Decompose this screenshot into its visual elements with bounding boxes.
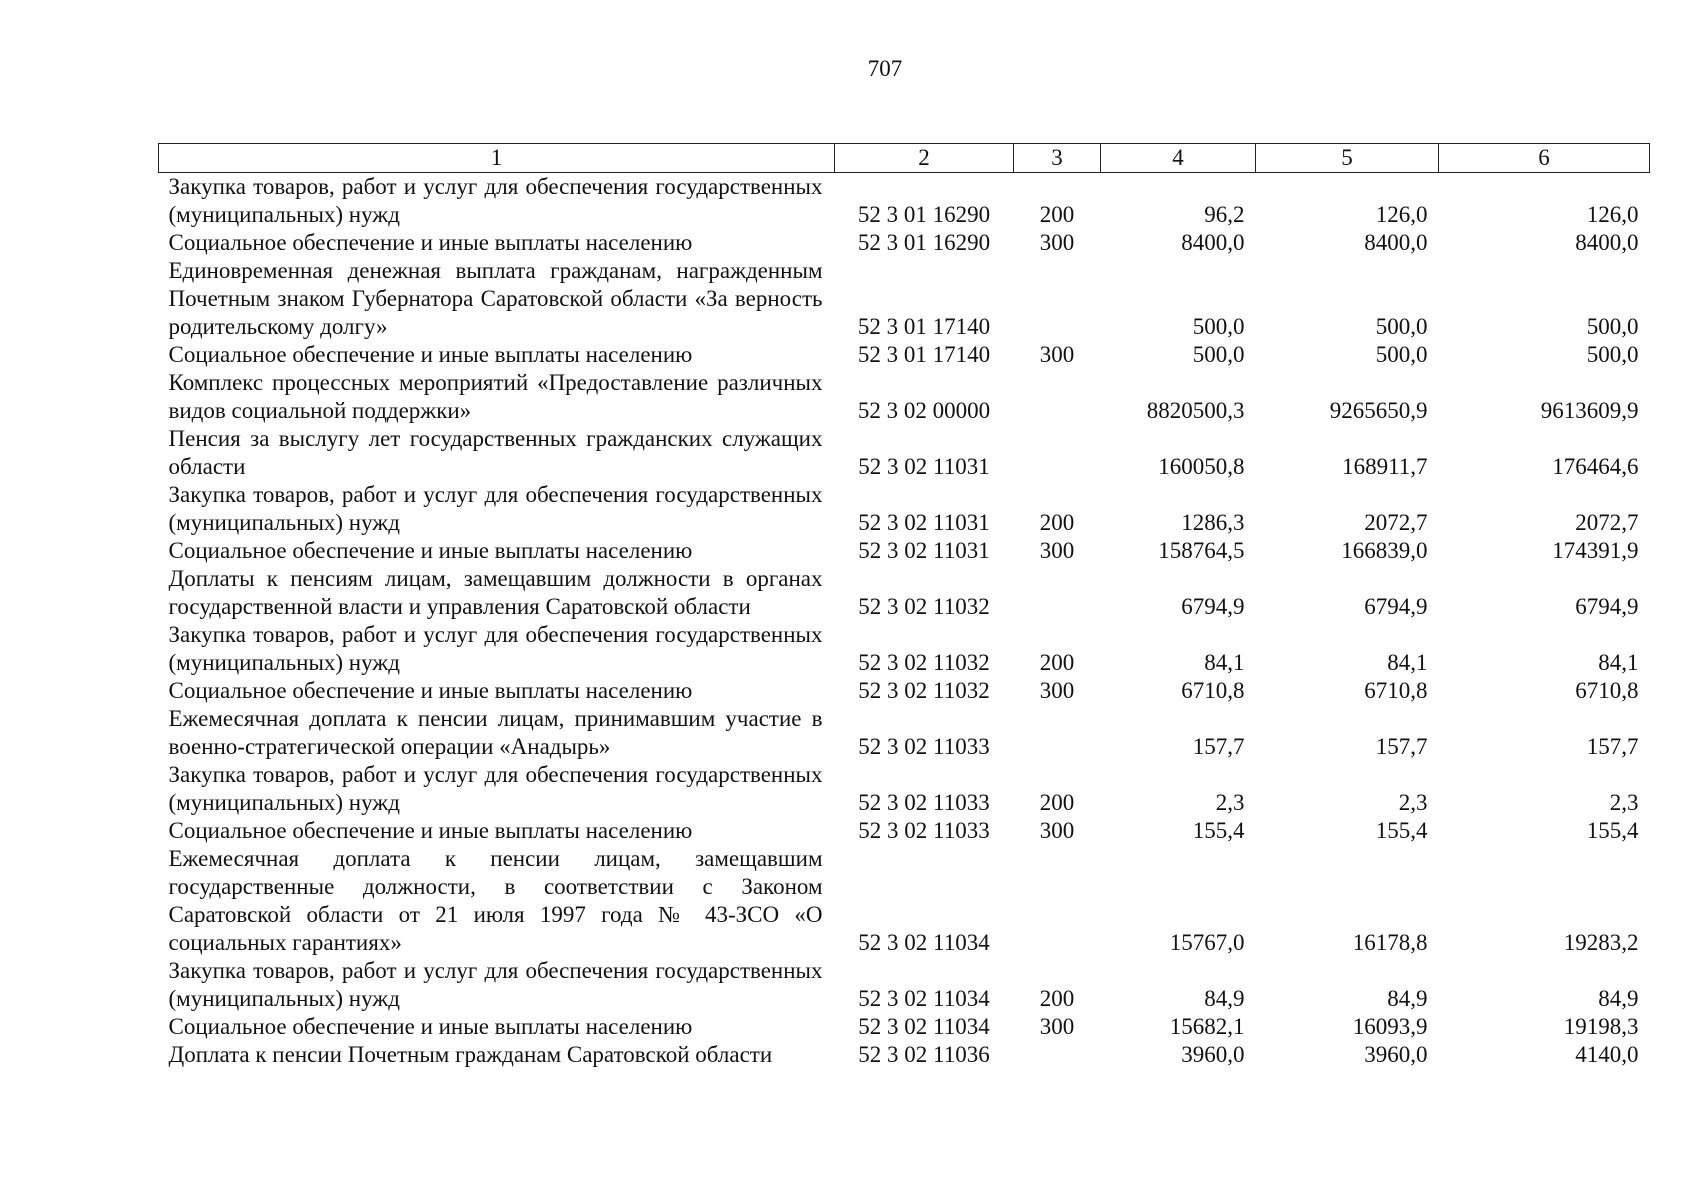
row-value-col4-cell: 1286,3	[1181, 510, 1245, 535]
column-header-4: 4	[1101, 144, 1256, 173]
row-name-cell: Закупка товаров, работ и услуг для обеспечения государственных (муниципальных) нужд	[168, 762, 823, 815]
row-expense-type-cell: 300	[1039, 230, 1075, 255]
row-value-col4-cell: 15767,0	[1169, 930, 1245, 955]
row-code-cell: 52 3 02 11032	[858, 650, 990, 675]
row-expense-type-cell: 300	[1039, 678, 1075, 703]
row-value-col6-cell: 84,1	[1598, 650, 1639, 675]
row-value-col6-cell: 6710,8	[1575, 678, 1639, 703]
table-row	[159, 1041, 1650, 1069]
row-value-col4-cell: 3960,0	[1181, 1042, 1245, 1067]
table-row	[159, 173, 1650, 230]
row-value-col4-cell: 500,0	[1192, 342, 1245, 367]
row-code-cell: 52 3 01 17140	[857, 314, 991, 339]
row-value-col6-cell: 8400,0	[1575, 230, 1639, 255]
row-value-col5-cell: 6794,9	[1364, 594, 1428, 619]
row-name-cell: Социальное обеспечение и иные выплаты населению	[168, 678, 693, 703]
table-body	[159, 173, 1650, 1070]
page-number: 707	[867, 56, 903, 81]
table-row	[159, 957, 1650, 1013]
row-value-col5-cell: 168911,7	[1342, 454, 1428, 479]
row-expense-type-cell	[1014, 1041, 1101, 1069]
table-row	[159, 761, 1650, 817]
row-code-cell: 52 3 01 16290	[857, 230, 991, 255]
row-value-col4-cell: 84,9	[1204, 986, 1245, 1011]
row-name-cell: Закупка товаров, работ и услуг для обеспечения государственных (муниципальных) нужд	[168, 622, 823, 675]
row-value-col5-cell: 8400,0	[1364, 230, 1428, 255]
row-value-col5-cell: 3960,0	[1364, 1042, 1428, 1067]
row-value-col6-cell: 500,0	[1586, 314, 1639, 339]
row-value-col5-cell: 166839,0	[1341, 538, 1428, 563]
row-value-col5-cell: 16093,9	[1352, 1014, 1428, 1039]
row-code-cell: 52 3 02 11032	[858, 678, 990, 703]
row-code-cell: 52 3 02 11032	[858, 594, 990, 619]
row-value-col5-cell: 16178,8	[1352, 930, 1428, 955]
row-value-col6-cell: 9613609,9	[1540, 398, 1639, 423]
table-row	[159, 621, 1650, 677]
table-row	[159, 481, 1650, 537]
table-row	[159, 229, 1650, 257]
row-expense-type-cell	[1014, 845, 1101, 957]
row-value-col6-cell: 157,7	[1586, 734, 1639, 759]
row-name-cell: Закупка товаров, работ и услуг для обеспечения государственных (муниципальных) нужд	[168, 174, 823, 227]
row-value-col4-cell: 8400,0	[1181, 230, 1245, 255]
column-header-1: 1	[159, 144, 835, 173]
row-name-cell: Комплекс процессных мероприятий «Предоставление различных видов социальной поддержки»	[168, 370, 823, 423]
row-value-col5-cell: 500,0	[1375, 314, 1428, 339]
row-name-cell: Доплаты к пенсиям лицам, замещавшим должности в органах государственной власти и управления Саратовской области	[168, 566, 823, 619]
row-expense-type-cell: 300	[1039, 538, 1075, 563]
table-row	[159, 677, 1650, 705]
row-value-col4-cell: 84,1	[1204, 650, 1245, 675]
row-value-col6-cell: 2072,7	[1575, 510, 1639, 535]
table-row	[159, 817, 1650, 845]
column-header-3: 3	[1014, 144, 1101, 173]
row-code-cell: 52 3 02 11031	[858, 538, 990, 563]
row-expense-type-cell: 200	[1039, 202, 1075, 227]
row-value-col5-cell: 2,3	[1398, 790, 1428, 815]
row-value-col6-cell: 19198,3	[1563, 1014, 1639, 1039]
row-value-col4-cell: 2,3	[1215, 790, 1245, 815]
row-name-cell: Социальное обеспечение и иные выплаты населению	[168, 342, 693, 367]
row-value-col4-cell: 160050,8	[1158, 454, 1245, 479]
row-expense-type-cell: 200	[1039, 650, 1075, 675]
row-code-cell: 52 3 02 00000	[857, 398, 991, 423]
row-value-col4-cell: 6794,9	[1181, 594, 1245, 619]
row-expense-type-cell: 200	[1039, 790, 1075, 815]
row-code-cell: 52 3 02 11033	[858, 790, 990, 815]
row-code-cell: 52 3 01 17140	[857, 342, 991, 367]
row-value-col5-cell: 500,0	[1375, 342, 1428, 367]
budget-table	[158, 143, 1650, 1069]
row-value-col6-cell: 176464,6	[1552, 454, 1639, 479]
row-name-cell: Доплата к пенсии Почетным гражданам Саратовской области	[168, 1042, 773, 1067]
row-value-col4-cell: 155,4	[1192, 818, 1245, 843]
row-value-col5-cell: 6710,8	[1364, 678, 1428, 703]
table-row	[159, 369, 1650, 425]
row-code-cell: 52 3 02 11036	[858, 1042, 990, 1067]
row-value-col4-cell: 6710,8	[1181, 678, 1245, 703]
table-row	[159, 257, 1650, 341]
row-value-col6-cell: 6794,9	[1575, 594, 1639, 619]
row-code-cell: 52 3 02 11034	[858, 986, 990, 1011]
row-code-cell: 52 3 01 16290	[857, 202, 991, 227]
row-code-cell: 52 3 02 11031	[858, 454, 990, 479]
row-name-cell: Единовременная денежная выплата гражданам, награжденным Почетным знаком Губернатора Саратовской области «За верность родительскому долгу»	[168, 258, 823, 339]
table-row	[159, 341, 1650, 369]
row-code-cell: 52 3 02 11034	[858, 930, 990, 955]
row-name-cell: Закупка товаров, работ и услуг для обеспечения государственных (муниципальных) нужд	[168, 958, 823, 1011]
row-value-col6-cell: 500,0	[1586, 342, 1639, 367]
row-expense-type-cell: 200	[1039, 510, 1075, 535]
row-name-cell: Ежемесячная доплата к пенсии лицам, принимавшим участие в военно-стратегической операции «Анадырь»	[168, 706, 823, 759]
table-row	[159, 425, 1650, 481]
row-expense-type-cell: 200	[1039, 986, 1075, 1011]
row-code-cell: 52 3 02 11033	[858, 734, 990, 759]
row-value-col4-cell: 96,2	[1204, 202, 1245, 227]
row-value-col6-cell: 19283,2	[1563, 930, 1639, 955]
row-code-cell: 52 3 02 11033	[858, 818, 990, 843]
row-value-col4-cell: 500,0	[1192, 314, 1245, 339]
row-value-col6-cell: 2,3	[1609, 790, 1639, 815]
row-expense-type-cell	[1014, 369, 1101, 425]
row-value-col5-cell: 2072,7	[1364, 510, 1428, 535]
row-name-cell: Социальное обеспечение и иные выплаты населению	[168, 818, 693, 843]
row-expense-type-cell	[1014, 565, 1101, 621]
row-name-cell: Социальное обеспечение и иные выплаты населению	[168, 1014, 693, 1039]
row-expense-type-cell: 300	[1039, 1014, 1075, 1039]
row-value-col5-cell: 84,9	[1387, 986, 1428, 1011]
row-expense-type-cell	[1014, 705, 1101, 761]
row-name-cell: Социальное обеспечение и иные выплаты населению	[168, 538, 693, 563]
row-expense-type-cell: 300	[1039, 818, 1075, 843]
column-header-5: 5	[1256, 144, 1439, 173]
row-name-cell: Ежемесячная доплата к пенсии лицам, замещавшим государственные должности, в соответствии с Законом Саратовской области от 21 июля 1997 года № 43-ЗСО «О социальных гарантиях»	[168, 846, 823, 955]
column-header-2: 2	[835, 144, 1014, 173]
row-value-col5-cell: 155,4	[1375, 818, 1428, 843]
row-value-col4-cell: 157,7	[1192, 734, 1245, 759]
table-row	[159, 1013, 1650, 1041]
row-value-col5-cell: 157,7	[1375, 734, 1428, 759]
row-value-col6-cell: 174391,9	[1552, 538, 1639, 563]
row-expense-type-cell	[1014, 257, 1101, 341]
row-value-col6-cell: 126,0	[1586, 202, 1639, 227]
table-row	[159, 845, 1650, 957]
row-expense-type-cell	[1014, 425, 1101, 481]
row-expense-type-cell: 300	[1039, 342, 1075, 367]
table-row	[159, 565, 1650, 621]
header-row	[159, 144, 1650, 173]
row-value-col5-cell: 9265650,9	[1329, 398, 1428, 423]
table-header	[159, 144, 1650, 173]
table-row	[159, 537, 1650, 565]
table-row	[159, 705, 1650, 761]
row-value-col5-cell: 126,0	[1375, 202, 1428, 227]
row-code-cell: 52 3 02 11034	[858, 1014, 990, 1039]
row-value-col6-cell: 4140,0	[1575, 1042, 1639, 1067]
column-header-6: 6	[1439, 144, 1650, 173]
row-value-col4-cell: 158764,5	[1158, 538, 1245, 563]
row-name-cell: Социальное обеспечение и иные выплаты населению	[168, 230, 693, 255]
row-value-col4-cell: 15682,1	[1169, 1014, 1245, 1039]
row-value-col6-cell: 84,9	[1598, 986, 1639, 1011]
row-name-cell: Закупка товаров, работ и услуг для обеспечения государственных (муниципальных) нужд	[168, 482, 823, 535]
row-code-cell: 52 3 02 11031	[858, 510, 990, 535]
row-name-cell: Пенсия за выслугу лет государственных гражданских служащих области	[168, 426, 823, 479]
row-value-col6-cell: 155,4	[1586, 818, 1639, 843]
row-value-col4-cell: 8820500,3	[1146, 398, 1245, 423]
row-value-col5-cell: 84,1	[1387, 650, 1428, 675]
